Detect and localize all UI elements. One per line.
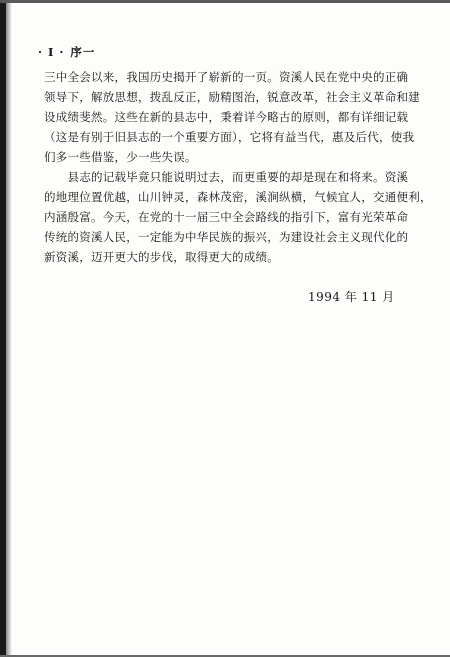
signature-date: 1994 年 11 月 bbox=[308, 290, 395, 304]
text-line: 县志的记载毕竟只能说明过去，而更重要的却是现在和将来。资溪 bbox=[44, 170, 409, 184]
text-line: 三中全会以来，我国历史揭开了崭新的一页。资溪人民在党中央的正确 bbox=[44, 70, 409, 84]
text-line: 们多一些借鉴，少一些失误。 bbox=[44, 150, 197, 164]
text-line: 领导下，解放思想，拨乱反正，励精图治，锐意改革，社会主义革命和建 bbox=[44, 90, 420, 104]
scan-binding-shadow bbox=[6, 0, 12, 657]
text-line: 传统的资溪人民，一定能为中华民族的振兴，为建设社会主义现代化的 bbox=[44, 230, 409, 244]
paragraph bbox=[44, 67, 420, 167]
page-number: · I · bbox=[38, 45, 65, 59]
scan-top-edge bbox=[0, 0, 450, 3]
running-head bbox=[38, 44, 95, 60]
preface-body bbox=[44, 67, 432, 267]
section-title: 序一 bbox=[70, 45, 96, 59]
text-line: （这是有别于旧县志的一个重要方面），它将有益当代，惠及后代，使我 bbox=[44, 130, 415, 144]
text-line: 内涵殷富。今天，在党的十一届三中全会路线的指引下，富有光荣革命 bbox=[44, 210, 409, 224]
text-line: 的地理位置优越，山川钟灵，森林茂密，溪涧纵横，气候宜人，交通便利， bbox=[44, 190, 432, 204]
text-line: 新资溪，迈开更大的步伐，取得更大的成绩。 bbox=[44, 250, 279, 264]
paragraph bbox=[44, 167, 432, 267]
text-line: 设成绩斐然。这些在新的县志中，秉着详今略古的原则，都有详细记载 bbox=[44, 110, 409, 124]
